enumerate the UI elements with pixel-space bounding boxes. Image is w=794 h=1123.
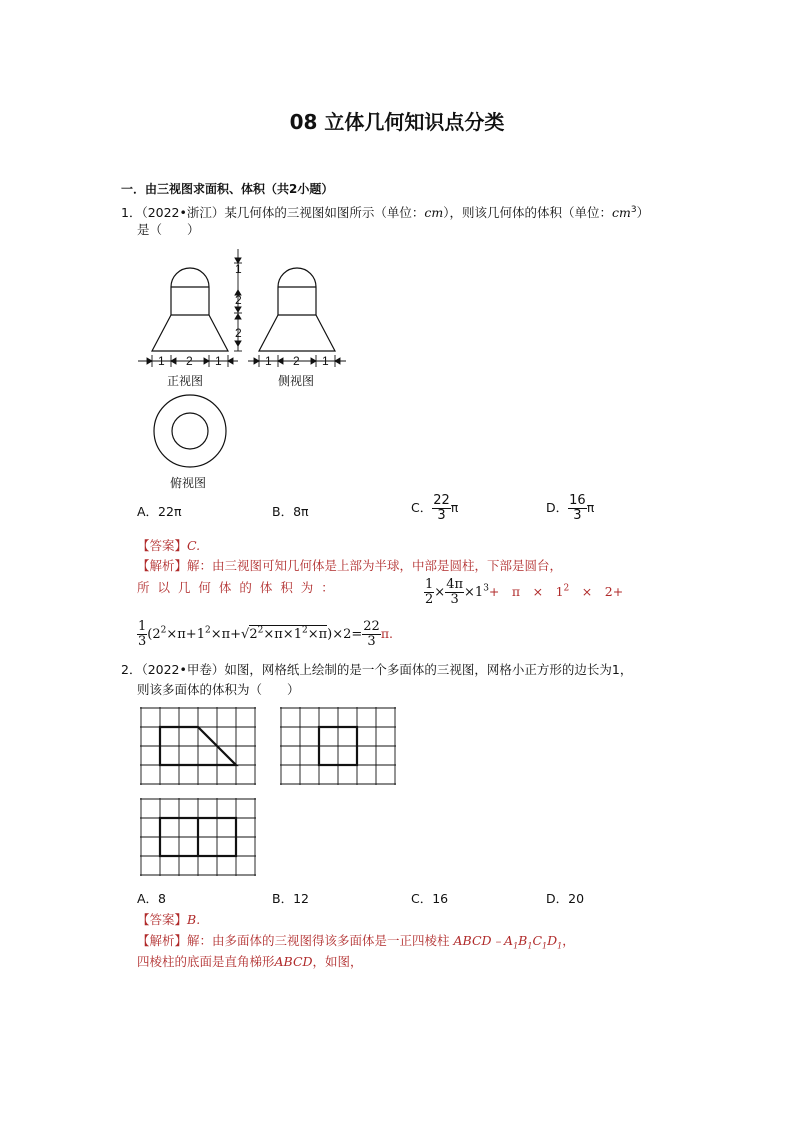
prism-sub-d: 1 [557,941,563,951]
q2-line2: 则该多面体的体积为（ ） [137,682,300,697]
q2-side-view-grid [280,707,400,787]
term-t1: ×π+1 [166,627,205,642]
exp-e3: 2 [257,625,264,636]
question-1 [121,200,649,223]
prism-base: ABCD﹣A [453,933,514,948]
dim-side-3: 1 [322,354,329,368]
q1-source: （2022•浙江） [141,205,225,221]
frac-half-den: 2 [425,592,434,607]
q2-answer-value: B. [187,912,201,927]
frac-result [362,620,381,649]
frac-half [424,578,434,607]
q1-line2: 是（ ） [137,222,200,237]
q2-option-c: C．16 [411,891,449,906]
q2-line3b: ABCD [274,954,313,969]
q1-option-b: B．8π [272,504,309,519]
q1-option-d-den: 3 [573,508,582,523]
q2-option-d: D．20 [546,891,585,906]
sqrt-c: ×π [307,627,328,642]
q2-answer-tag: 【答案】 [137,912,188,927]
frac-result-den: 3 [367,634,376,649]
sqrt-a: 2 [249,627,258,642]
frac-third [137,620,147,649]
q1-answer [137,536,200,554]
page-title: 08 立体几何知识点分类 [289,110,505,134]
section-heading: 一．由三视图求面积、体积（共2小题） [121,182,334,196]
q1-option-c [411,494,458,523]
term-t2: ×π+ [210,627,242,642]
q1-formula-part1 [424,578,623,607]
top-view-outer-circle [154,395,226,467]
caption-front-view: 正视图 [167,374,204,388]
prism-letter-b: B [518,933,528,948]
q2-option-b: B．12 [272,891,309,906]
q1-option-d-fraction [568,494,587,523]
top-view-inner-circle [172,413,208,449]
q2-analysis [137,931,575,951]
after-sqrt: )×2= [327,627,363,642]
frac-third-den: 3 [138,634,147,649]
dim-front-2: 2 [186,354,193,368]
q1-option-c-label: C． [411,500,433,515]
frac-fourpi [445,578,464,607]
q1-option-c-fraction [432,494,451,523]
dim-side-1: 1 [265,354,272,368]
frac-result-num: 22 [363,619,380,634]
q2-top-view-grid [140,798,260,878]
frac-third-num: 1 [138,619,147,634]
q2-comma: ， [562,933,575,948]
q1-analysis [137,556,562,574]
front-view [152,268,228,351]
prism-letter-c: C [532,933,543,948]
q1-option-c-den: 3 [437,508,446,523]
q2-line3a: 四棱柱的底面是直角梯形 [137,954,275,969]
q2-option-a: A．8 [137,891,167,906]
side-view [259,268,335,351]
q2-analysis-text: 解：由多面体的三视图得该多面体是一正四棱柱 [187,933,450,948]
question-2 [121,660,632,680]
front-frustum [152,315,228,351]
exp-3: 3 [483,583,489,594]
q1-option-d-suffix: π [586,500,595,515]
prism-letter-d: D [547,933,558,948]
prism-sub-a: 1 [513,941,519,951]
dim-v-1: 1 [235,262,242,276]
dim-side-2: 2 [293,354,300,368]
frac-fourpi-num: 4π [446,577,464,592]
q1-analysis-tag: 【解析】 [137,558,188,573]
formula-rest2: × 2+ [569,584,624,599]
dim-front-3: 1 [215,354,222,368]
frac-half-num: 1 [425,577,434,592]
times-sign: × [434,585,446,600]
sqrt-body [249,625,327,642]
formula-rest1: + π × 1 [488,584,564,599]
q1-unit: cm [424,205,444,221]
sqrt-b: ×π×1 [263,627,302,642]
q2-number: 2． [121,662,142,677]
q1-formula-intro: 所 以 几 何 体 的 体 积 为 ： [137,580,336,595]
prism-sub-c: 1 [542,941,548,951]
dim-front-1: 1 [158,354,165,368]
q1-option-c-num: 22 [433,493,450,508]
q2-line3 [137,952,363,970]
q1-option-d [546,494,594,523]
q2-front-view-grid [140,707,260,787]
q1-option-d-num: 16 [569,493,586,508]
exp-e4: 2 [301,625,308,636]
q2-source: （2022•甲卷） [141,662,225,677]
side-hemisphere [278,268,316,287]
q2-answer [137,910,200,928]
q1-formula-line2 [137,620,393,649]
frac-fourpi-den: 3 [450,592,459,607]
dim-v-3: 2 [235,326,242,340]
q1-unit2: cm [612,205,631,221]
q1-option-c-suffix: π [450,500,459,515]
q1-text2: ），则该几何体的体积（单位： [443,205,613,221]
result-suffix: π. [380,626,394,641]
paren-open: (2 [147,627,161,642]
q1-option-d-label: D． [546,500,569,515]
caption-top-view: 俯视图 [170,476,207,490]
q1-text: 某几何体的三视图如图所示（单位： [224,205,425,221]
dim-v-2: 2 [235,293,242,307]
q1-answer-value: C. [187,538,201,553]
side-frustum [259,315,335,351]
caption-side-view: 侧视图 [278,374,315,388]
q1-three-views-figure [120,245,370,495]
q2-analysis-tag: 【解析】 [137,933,188,948]
q1-number: 1． [121,205,142,221]
front-hemisphere [171,268,209,287]
times-one: ×1 [464,585,484,600]
q2-text: 如图，网格纸上绘制的是一个多面体的三视图，网格小正方形的边长为1， [224,662,633,677]
sqrt-sign: √ [241,627,250,642]
q1-text3: ） [636,205,650,221]
prism-sub-b: 1 [527,941,533,951]
q2-line3c: ，如图， [312,954,363,969]
exp-2: 2 [563,583,570,594]
q1-option-a: A．22π [137,504,182,519]
q2-prism-name [453,933,563,951]
q1-analysis-text: 解：由三视图可知几何体是上部为半球，中部是圆柱，下部是圆台， [187,558,563,573]
exp-e1: 2 [160,625,167,636]
q1-unit2-exp: 3 [630,205,637,215]
exp-e2: 2 [204,625,211,636]
q1-answer-tag: 【答案】 [137,538,188,553]
